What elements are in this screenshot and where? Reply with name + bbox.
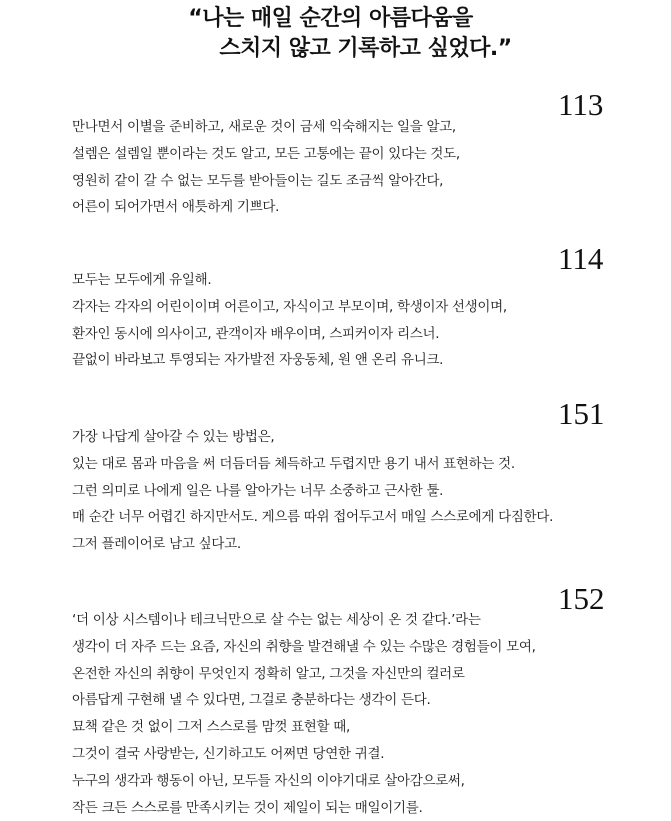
body-line: 어른이 되어가면서 애틋하게 기쁘다.: [72, 199, 280, 216]
entry-body: [72, 114, 632, 221]
body-line: 매 순간 너무 어렵긴 하지만서도. 게으름 따위 접어두고서 매일 스스로에게 다짐한다.: [72, 509, 554, 526]
body-line: 가장 나답게 살아갈 수 있는 방법은,: [72, 429, 275, 445]
body-line: 그런 의미로 나에게 일은 나를 알아가는 너무 소중하고 근사한 툴.: [72, 482, 444, 499]
entry-number: 113: [558, 87, 604, 122]
body-line: ‘더 이상 시스템이나 테크닉만으로 살 수는 없는 세상이 온 것 같다.’라는: [72, 612, 481, 628]
body-line: 작든 크든 스스로를 만족시키는 것이 제일이 되는 매일이기를.: [72, 799, 423, 816]
entry-body: [72, 424, 632, 558]
entry-body: [72, 267, 632, 374]
body-line: 아름답게 구현해 낼 수 있다면, 그걸로 충분하다는 생각이 든다.: [72, 692, 431, 709]
body-line: 설렘은 설렘일 뿐이라는 것도 알고, 모든 고통에는 끝이 있다는 것도,: [72, 145, 460, 162]
title-line-1: “나는 매일 순간의 아름다움을: [188, 6, 473, 31]
body-line: 누구의 생각과 행동이 아닌, 모두들 자신의 이야기대로 살아감으로써,: [72, 772, 465, 789]
entry-number: 152: [558, 581, 605, 616]
body-line: 각자는 각자의 어린이이며 어른이고, 자식이고 부모이며, 학생이자 선생이며,: [72, 298, 507, 315]
body-line: 생각이 더 자주 드는 요즘, 자신의 취향을 발견해낼 수 있는 수많은 경험들이 모여,: [72, 638, 536, 655]
page-title: [0, 4, 671, 64]
body-line: 묘책 같은 것 없이 그저 스스로를 맘껏 표현할 때,: [72, 719, 351, 736]
body-line: 그것이 결국 사랑받는, 신기하고도 어쩌면 당연한 귀결.: [72, 745, 385, 762]
body-line: 있는 대로 몸과 마음을 써 더듬더듬 체득하고 두렵지만 용기 내서 표현하는 것.: [72, 455, 515, 472]
entry-body: [72, 607, 632, 821]
body-line: 모두는 모두에게 유일해.: [72, 272, 212, 288]
body-line: 영원히 같이 갈 수 없는 모두를 받아들이는 길도 조금씩 알아간다,: [72, 172, 444, 189]
body-line: 온전한 자신의 취향이 무엇인지 정확히 알고, 그것을 자신만의 컬러로: [72, 665, 465, 682]
body-line: 끝없이 바라보고 투영되는 자가발전 자웅동체, 원 앤 온리 유니크.: [72, 352, 444, 369]
title-line-2: 스치지 않고 기록하고 싶었다.”: [219, 36, 512, 61]
entry-number: 151: [558, 396, 605, 431]
body-line: 그저 플레이어로 남고 싶다고.: [72, 536, 241, 553]
body-line: 만나면서 이별을 준비하고, 새로운 것이 금세 익숙해지는 일을 알고,: [72, 119, 456, 135]
body-line: 환자인 동시에 의사이고, 관객이자 배우이며, 스피커이자 리스너.: [72, 325, 440, 342]
entry-number: 114: [558, 241, 604, 276]
